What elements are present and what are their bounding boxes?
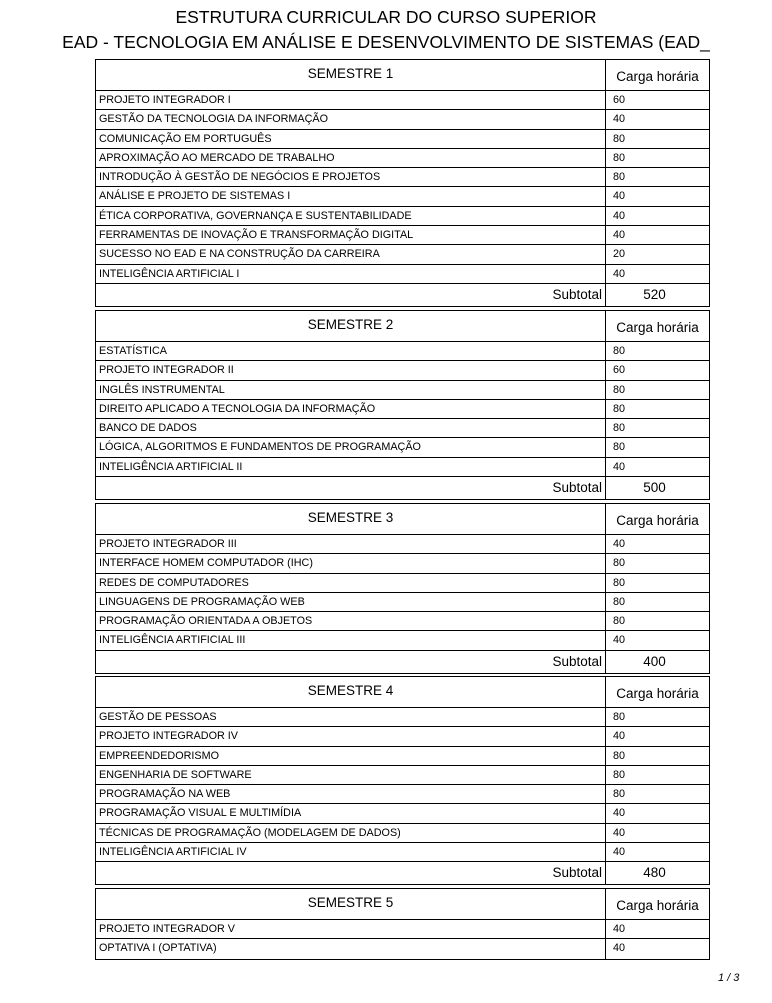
semester-table: [95, 888, 710, 960]
course-hours: 80: [613, 711, 626, 723]
semester-header: [96, 889, 709, 920]
course-name: ENGENHARIA DE SOFTWARE: [96, 766, 606, 784]
subtotal-value: 520: [643, 286, 666, 302]
course-name: PROJETO INTEGRADOR II: [96, 361, 606, 379]
subtotal-label: Subtotal: [96, 284, 606, 306]
course-row: [96, 245, 709, 264]
course-hours: 40: [613, 807, 626, 820]
semester-title: SEMESTRE 1: [96, 60, 606, 90]
course-hours: 80: [613, 768, 626, 781]
course-row: [96, 226, 709, 245]
course-hours: 80: [613, 151, 626, 164]
course-name: INTERFACE HOMEM COMPUTADOR (IHC): [96, 554, 606, 572]
subtotal-row: [96, 284, 709, 306]
course-row: [96, 361, 709, 380]
page-indicator: 1 / 3: [718, 972, 740, 984]
course-hours: 80: [613, 383, 626, 396]
course-row: [96, 631, 709, 650]
course-row: [96, 535, 709, 554]
course-row: [96, 920, 709, 939]
course-row: [96, 458, 709, 477]
course-row: [96, 149, 709, 168]
subtotal-value: 500: [643, 480, 666, 496]
course-hours: 40: [613, 113, 626, 126]
course-hours: 40: [613, 229, 626, 242]
subtotal-label: Subtotal: [96, 651, 606, 673]
semester-table: [95, 676, 710, 885]
course-name: APROXIMAÇÃO AO MERCADO DE TRABALHO: [96, 149, 606, 167]
course-row: [96, 207, 709, 226]
course-name: ANÁLISE E PROJETO DE SISTEMAS I: [96, 187, 606, 205]
course-hours: 40: [613, 538, 626, 550]
course-hours: 80: [613, 441, 626, 454]
course-name: PROJETO INTEGRADOR III: [96, 535, 606, 553]
course-name: GESTÃO DA TECNOLOGIA DA INFORMAÇÃO: [96, 110, 606, 128]
course-name: SUCESSO NO EAD E NA CONSTRUÇÃO DA CARREIRA: [96, 245, 606, 263]
course-name: ÉTICA CORPORATIVA, GOVERNANÇA E SUSTENTABILIDADE: [96, 207, 606, 225]
semester-title: SEMESTRE 5: [96, 889, 606, 919]
document-title: ESTRUTURA CURRICULAR DO CURSO SUPERIOR: [175, 7, 597, 27]
workload-column-header: Carga horária: [616, 320, 699, 335]
semester-header: [96, 504, 709, 535]
course-name: PROGRAMAÇÃO VISUAL E MULTIMÍDIA: [96, 804, 606, 822]
course-hours: 40: [613, 267, 626, 280]
course-hours: 80: [613, 132, 626, 145]
course-row: [96, 574, 709, 593]
course-name: LINGUAGENS DE PROGRAMAÇÃO WEB: [96, 593, 606, 611]
course-name: REDES DE COMPUTADORES: [96, 574, 606, 592]
course-hours: 80: [613, 576, 626, 589]
course-name: OPTATIVA I (OPTATIVA): [96, 939, 606, 958]
course-hours: 40: [613, 923, 626, 935]
course-hours: 40: [613, 190, 626, 203]
course-hours: 80: [613, 557, 626, 570]
course-hours: 60: [613, 364, 626, 377]
course-name: PROJETO INTEGRADOR V: [96, 920, 606, 938]
document-subtitle: EAD - TECNOLOGIA EM ANÁLISE E DESENVOLVIMENTO DE SISTEMAS (EAD_: [62, 32, 710, 52]
course-row: [96, 265, 709, 284]
subtotal-value: 480: [643, 865, 666, 881]
course-row: [96, 419, 709, 438]
course-name: PROGRAMAÇÃO NA WEB: [96, 785, 606, 803]
course-name: BANCO DE DADOS: [96, 419, 606, 437]
workload-column-header: Carga horária: [616, 513, 699, 528]
course-hours: 40: [613, 826, 626, 839]
course-hours: 40: [613, 730, 626, 743]
course-name: INGLÊS INSTRUMENTAL: [96, 381, 606, 399]
subtotal-row: [96, 477, 709, 499]
course-row: [96, 939, 709, 958]
semester-header: [96, 677, 709, 708]
course-name: INTELIGÊNCIA ARTIFICIAL III: [96, 631, 606, 649]
course-name: PROJETO INTEGRADOR I: [96, 91, 606, 109]
semester-table: [95, 310, 710, 500]
course-hours: 40: [613, 634, 626, 647]
course-row: [96, 91, 709, 110]
workload-column-header: Carga horária: [616, 69, 699, 84]
course-row: [96, 708, 709, 727]
subtotal-label: Subtotal: [96, 862, 606, 884]
semester-table: [95, 59, 710, 307]
course-row: [96, 130, 709, 149]
course-row: [96, 110, 709, 129]
semester-header: [96, 60, 709, 91]
subtotal-label: Subtotal: [96, 477, 606, 499]
course-name: INTELIGÊNCIA ARTIFICIAL II: [96, 458, 606, 476]
course-hours: 40: [613, 460, 626, 473]
course-name: DIREITO APLICADO A TECNOLOGIA DA INFORMAÇÃO: [96, 400, 606, 418]
course-hours: 20: [613, 248, 626, 261]
semester-table: [95, 503, 710, 674]
course-row: [96, 342, 709, 361]
course-row: [96, 727, 709, 746]
course-name: TÉCNICAS DE PROGRAMAÇÃO (MODELAGEM DE DADOS): [96, 824, 606, 842]
semester-title: SEMESTRE 2: [96, 311, 606, 341]
course-hours: 80: [613, 749, 626, 762]
course-hours: 80: [613, 402, 626, 415]
workload-column-header: Carga horária: [616, 686, 699, 701]
course-name: EMPREENDEDORISMO: [96, 747, 606, 765]
course-name: LÓGICA, ALGORITMOS E FUNDAMENTOS DE PROGRAMAÇÃO: [96, 438, 606, 456]
course-hours: 80: [613, 171, 626, 184]
workload-column-header: Carga horária: [616, 898, 699, 913]
course-name: GESTÃO DE PESSOAS: [96, 708, 606, 726]
course-row: [96, 400, 709, 419]
course-row: [96, 168, 709, 187]
subtotal-row: [96, 862, 709, 884]
course-row: [96, 593, 709, 612]
course-hours: 80: [613, 422, 626, 435]
course-name: INTELIGÊNCIA ARTIFICIAL IV: [96, 843, 606, 861]
course-row: [96, 843, 709, 862]
course-name: PROGRAMAÇÃO ORIENTADA A OBJETOS: [96, 612, 606, 630]
course-hours: 40: [613, 209, 626, 222]
course-row: [96, 785, 709, 804]
course-hours: 40: [613, 942, 626, 955]
course-hours: 80: [613, 615, 626, 628]
course-row: [96, 766, 709, 785]
course-name: FERRAMENTAS DE INOVAÇÃO E TRANSFORMAÇÃO DIGITAL: [96, 226, 606, 244]
course-hours: 80: [613, 788, 626, 801]
course-hours: 40: [613, 846, 626, 859]
subtotal-row: [96, 651, 709, 673]
course-name: ESTATÍSTICA: [96, 342, 606, 360]
course-row: [96, 381, 709, 400]
course-row: [96, 187, 709, 206]
course-row: [96, 804, 709, 823]
course-name: INTELIGÊNCIA ARTIFICIAL I: [96, 265, 606, 283]
course-name: INTRODUÇÃO À GESTÃO DE NEGÓCIOS E PROJETOS: [96, 168, 606, 186]
course-row: [96, 554, 709, 573]
course-row: [96, 612, 709, 631]
semester-header: [96, 311, 709, 342]
course-row: [96, 438, 709, 457]
course-name: COMUNICAÇÃO EM PORTUGUÊS: [96, 130, 606, 148]
course-hours: 80: [613, 345, 626, 357]
course-row: [96, 824, 709, 843]
course-name: PROJETO INTEGRADOR IV: [96, 727, 606, 745]
course-hours: 60: [613, 94, 626, 106]
semester-title: SEMESTRE 3: [96, 504, 606, 534]
course-row: [96, 747, 709, 766]
semester-title: SEMESTRE 4: [96, 677, 606, 707]
subtotal-value: 400: [643, 653, 666, 669]
course-hours: 80: [613, 595, 626, 608]
